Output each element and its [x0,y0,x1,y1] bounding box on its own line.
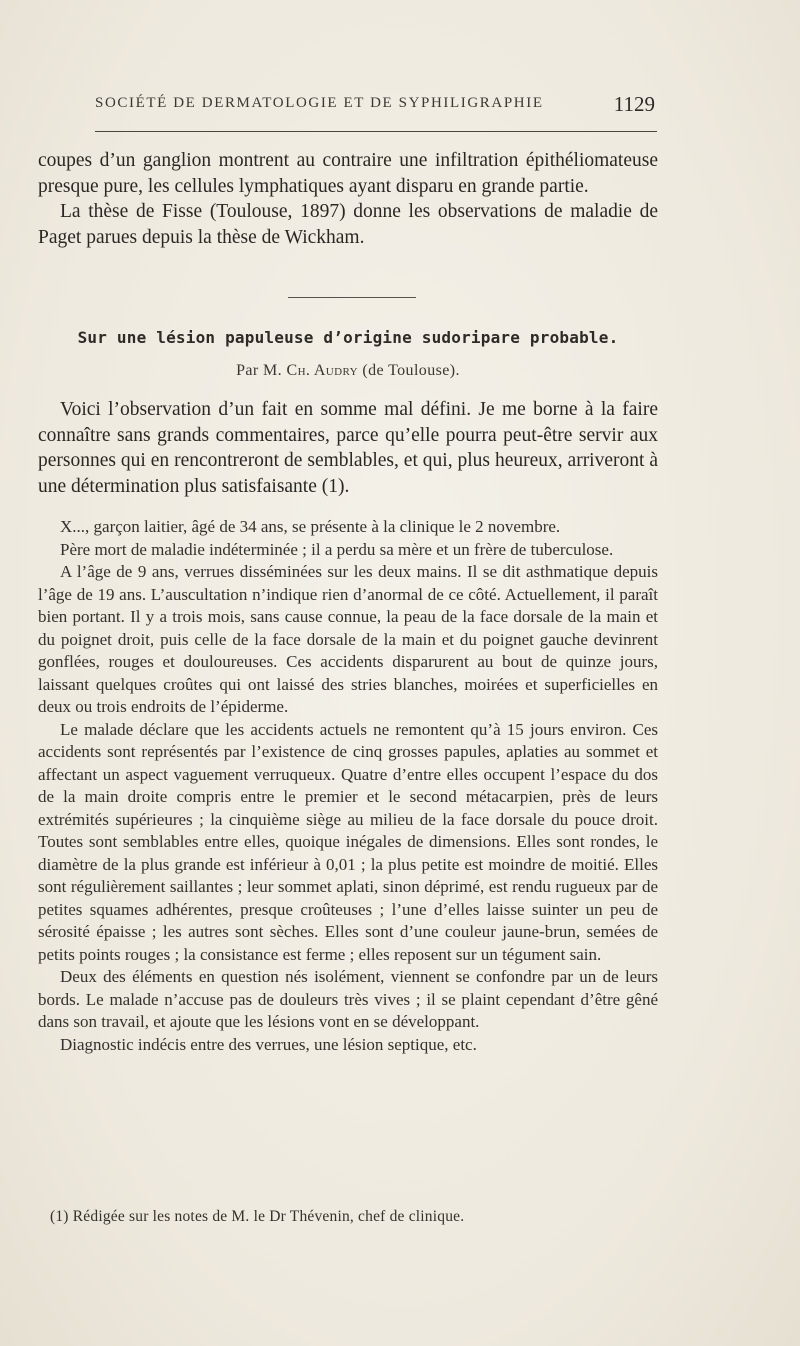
continuation-paragraph: La thèse de Fisse (Toulouse, 1897) donne les observations de maladie de Paget parues depuis la thèse de Wickham. [38,201,658,248]
footnote [50,1208,660,1226]
observation-paragraph: Deux des éléments en question nés isolément, viennent se confondre par un de leurs bords. Le malade n’accuse pas de douleurs très vives ; il se plaint cependant d’être gêné dans son travail, et ajoute que les lésions vont en se développant. [38,967,658,1031]
section-divider [288,297,416,298]
footnote-text: Rédigée sur les notes de M. le Dr Thévenin, chef de clinique. [72,1208,465,1225]
observation-paragraph: A l’âge de 9 ans, verrues disséminées sur les deux mains. Il se dit asthmatique depuis l’âge de 19 ans. L’auscultation n’indique rien d’anormal de ce côté. Actuellement, il paraît bien portant. Il y a trois mois, sans cause connue, la peau de la face dorsale de la main et du poignet droit, puis celle de la face dorsale de la main et du poignet gauche devinrent gonflées, rouges et douloureuses. Ces accidents disparurent au bout de quinze jours, laissant quelques croûtes qui ont laissé des stries blanches, moirées et superficielles en deux ou trois endroits de l’épiderme. [38,562,658,716]
intro-text [38,397,658,499]
observation-paragraph: Père mort de maladie indéterminée ; il a perdu sa mère et un frère de tuberculose. [60,539,614,559]
running-title: SOCIÉTÉ DE DERMATOLOGIE ET DE SYPHILIGRAPHIE [95,95,544,111]
running-head [95,93,655,123]
byline-affiliation: (de Toulouse). [362,362,460,379]
header-rule [95,131,657,132]
continuation-text [38,148,658,250]
observation-text [38,516,658,1056]
continuation-paragraph: coupes d’un ganglion montrent au contraire une infiltration épithéliomateuse presque pure, les cellules lymphatiques ayant disparu en grande partie. [38,150,658,197]
intro-paragraph: Voici l’observation d’un fait en somme mal défini. Je me borne à la faire connaître sans grands commentaires, parce qu’elle pourra peut-être servir aux personnes qui en rencontreront de semblables, et qui, plus heureux, arriveront à une détermination plus satisfaisante (1). [38,399,658,497]
observation-paragraph: Le malade déclare que les accidents actuels ne remontent qu’à 15 jours environ. Ces accidents sont représentés par l’existence de cinq grosses papules, aplaties au sommet et affectant un aspect vaguement verruqueux. Quatre d’entre elles occupent l’espace du dos de la main droite compris entre le premier et le second métacarpien, près de leurs extrémités supérieures ; la cinquième siège au milieu de la face dorsale du pouce droit. Toutes sont semblables entre elles, quoique inégales de dimensions. Elles sont rondes, le diamètre de la plus grande est inférieur à 0,01 ; la plus petite est moindre de moitié. Elles sont régulièrement saillantes ; leur sommet aplati, sinon déprimé, est rendu rugueux par de petites squames adhérentes, presque croûteuses ; l’une d’elles laisse suinter un peu de sérosité épaisse ; les autres sont sèches. Elles sont d’une couleur jaune-brun, semées de petits points rouges ; la consistance est ferme ; elles reposent sur un tégument sain. [38,719,658,964]
byline-author: Ch. Audry [286,362,358,379]
footnote-marker: (1) [50,1208,69,1225]
byline-prefix: Par M. [236,362,283,379]
article-title: Sur une lésion papuleuse d’origine sudoripare probable. [77,328,619,347]
observation-paragraph: X..., garçon laitier, âgé de 34 ans, se présente à la clinique le 2 novembre. [60,517,561,536]
page-number: 1129 [613,92,655,116]
observation-paragraph: Diagnostic indécis entre des verrues, une lésion septique, etc. [60,1034,477,1054]
byline [38,362,658,380]
